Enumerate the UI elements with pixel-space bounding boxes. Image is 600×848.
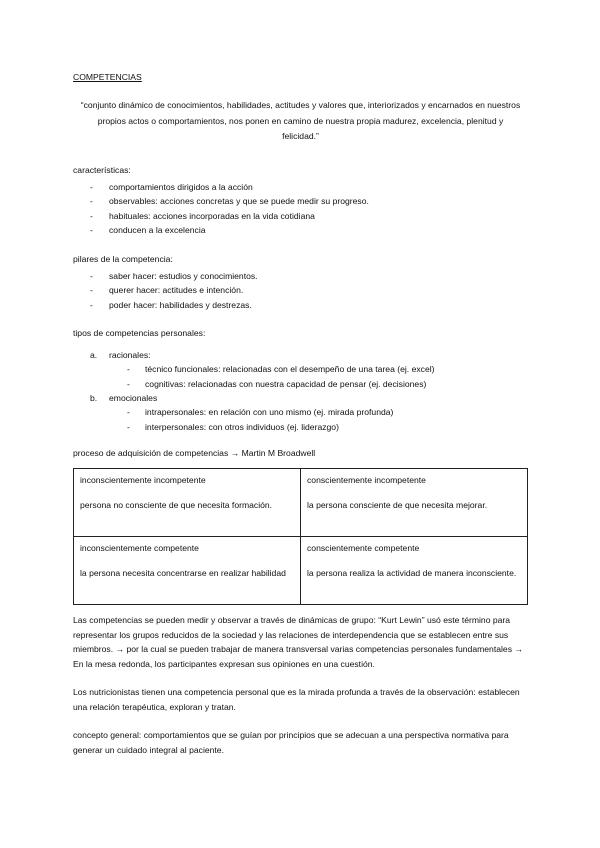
group-label: emocionales — [109, 393, 158, 403]
cell-title: conscientemente incompetente — [307, 475, 426, 485]
competence-matrix-table — [73, 468, 528, 605]
caracteristicas-heading: características: — [73, 164, 131, 175]
tipos-group-racionales — [73, 348, 528, 391]
paragraph-nutricionistas: Los nutricionistas tienen una competencia personal que es la mirada profunda a través de la observación: establecen una relación terapéutica, exploran y tratan. — [73, 687, 520, 712]
proceso-heading: proceso de adquisición de competencias → Martin M Broadwell — [73, 448, 316, 458]
table-cell — [74, 537, 301, 605]
cell-title: conscientemente competente — [307, 543, 420, 553]
list-item: - observables: acciones concretas y que se puede medir su progreso. — [73, 194, 528, 209]
pilares-heading: pilares de la competencia: — [73, 253, 173, 264]
cell-title: inconscientemente competente — [80, 543, 199, 553]
list-item: - cognitivas: relacionadas con nuestra capacidad de pensar (ej. decisiones) — [73, 377, 528, 392]
cell-text: la persona consciente de que necesita mejorar. — [307, 500, 488, 510]
list-marker: a. — [90, 350, 98, 360]
table-row — [74, 469, 528, 537]
table-cell — [74, 469, 301, 537]
pilares-list — [73, 269, 528, 313]
caracteristicas-list — [73, 180, 528, 238]
list-item: - interpersonales: con otros individuos (ej. liderazgo) — [73, 420, 528, 435]
cell-title: inconscientemente incompetente — [80, 475, 206, 485]
group-label: racionales: — [109, 350, 151, 360]
tipos-group-emocionales — [73, 391, 528, 434]
table-row — [74, 537, 528, 605]
list-item: - técnico funcionales: relacionadas con el desempeño de una tarea (ej. excel) — [73, 362, 528, 377]
tipos-list — [73, 348, 528, 434]
racionales-list — [73, 362, 528, 391]
list-marker: b. — [90, 393, 98, 403]
cell-text: la persona realiza la actividad de manera inconsciente. — [307, 568, 517, 578]
definition-quote: “conjunto dinámico de conocimientos, habilidades, actitudes y valores que, interiorizados y encarnados en nuestros propios actos o comportamientos, nos ponen en camino de nuestra propia madurez, excelencia, plenitud y felicidad.” — [80, 100, 521, 141]
document-title: COMPETENCIAS — [73, 72, 142, 82]
table-cell — [301, 469, 528, 537]
cell-text: la persona necesita concentrarse en realizar habilidad — [80, 568, 286, 578]
list-item: - saber hacer: estudios y conocimientos. — [73, 269, 528, 284]
document-page — [73, 72, 528, 771]
list-item: - intrapersonales: en relación con uno mismo (ej. mirada profunda) — [73, 405, 528, 420]
list-item: - conducen a la excelencia — [73, 223, 528, 238]
tipos-heading: tipos de competencias personales: — [73, 328, 206, 338]
emocionales-list — [73, 405, 528, 434]
list-item: - poder hacer: habilidades y destrezas. — [73, 298, 528, 313]
list-item: - habituales: acciones incorporadas en la vida cotidiana — [73, 209, 528, 224]
table-cell — [301, 537, 528, 605]
list-item: - querer hacer: actitudes e intención. — [73, 283, 528, 298]
paragraph-concepto: concepto general: comportamientos que se guían por principios que se adecuan a una perspectiva normativa para generar un cuidado integral al paciente. — [73, 730, 509, 755]
paragraph-dinamicas: Las competencias se pueden medir y observar a través de dinámicas de grupo: “Kurt Lewin” usó este término para representar los grupos reducidos de la sociedad y las relaciones de interdependencia que se establecen entre sus miembros. → por la cual se pueden trabajar de manera transversal varias competencias personales fundamentales → En la mesa redonda, los participantes expresan sus opiniones en una cuestión. — [73, 615, 523, 669]
list-item: - comportamientos dirigidos a la acción — [73, 180, 528, 195]
cell-text: persona no consciente de que necesita formación. — [80, 500, 273, 510]
